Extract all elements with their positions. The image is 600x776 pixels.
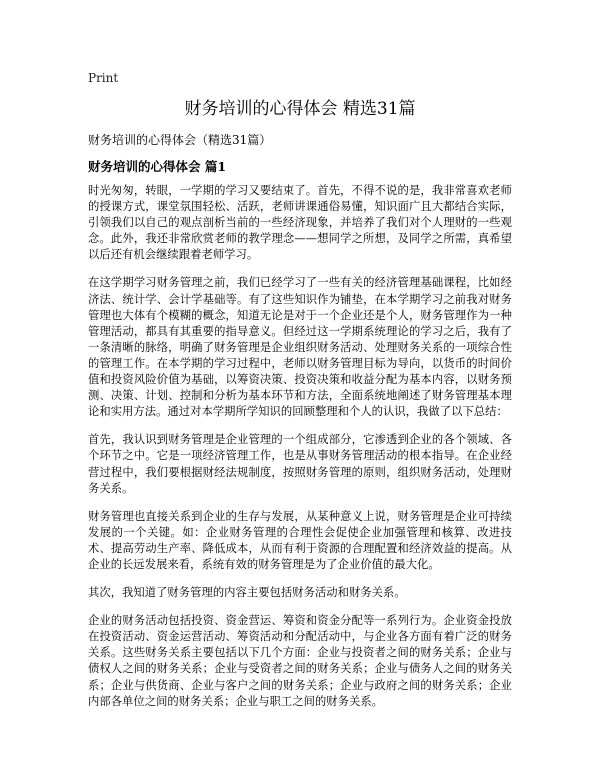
body-text (88, 183, 512, 722)
document-subtitle: 财务培训的心得体会（精选31篇） (88, 133, 272, 147)
paragraph: 企业的财务活动包括投资、资金营运、筹资和资金分配等一系列行为。企业资金投放在投资活动、资金运营活动、筹资活动和分配活动中，与企业各方面有着广泛的财务关系。这些财务关系主要包括以下几个方面：企业与投资者之间的财务关系；企业与债权人之间的财务关系；企业与受资者之间的财务关系；企业与债务人之间的财务关系；企业与供货商、企业与客户之间的财务关系；企业与政府之间的财务关系；企业内部各单位之间的财务关系；企业与职工之间的财务关系。 (88, 614, 512, 708)
document-title: 财务培训的心得体会 精选31篇 (184, 99, 416, 119)
section-heading: 财务培训的心得体会 篇1 (88, 159, 227, 174)
paragraph: 其次，我知道了财务管理的内容主要包括财务活动和财务关系。 (88, 586, 406, 600)
paragraph: 财务管理也直接关系到企业的生存与发展，从某种意义上说，财务管理是企业可持续发展的一个关键。如：企业财务管理的合理性会促使企业加强管理和核算、改进技术、提高劳动生产率、降低成本，从而有利于资源的合理配置和经济效益的提高。从企业的长远发展来看，系统有效的财务管理是为了企业价值的最大化。 (88, 509, 512, 571)
paragraph: 在这学期学习财务管理之前，我们已经学习了一些有关的经济管理基础课程，比如经济法、统计学、会计学基础等。有了这些知识作为铺垫，在本学期学习之前我对财务管理也大体有个模糊的概念，知道无论是对于一个企业还是个人，财务管理作为一种管理活动，都具有其重要的指导意义。但经过这一学期系统理论的学习之后，我有了一条清晰的脉络，明确了财务管理是企业组织财务活动、处理财务关系的一项综合性的管理工作。在本学期的学习过程中，老师以财务管理目标为导向，以货币的时间价值和投资风险价值为基础，以筹资决策、投资决策和收益分配为基本内容，以财务预测、决策、计划、控制和分析为基本环节和方法，全面系统地阐述了财务管理基本理论和实用方法。通过对本学期所学知识的回顾整理和个人的认识，我做了以下总结： (88, 276, 512, 419)
paragraph: 时光匆匆，转眼，一学期的学习又要结束了。首先，不得不说的是，我非常喜欢老师的授课方式，课堂氛围轻松、活跃，老师讲课通俗易懂，知识面广且大都结合实际，引领我们以自己的观点剖析当前的一些经济现象，并培养了我们对个人理财的一些观念。此外，我还非常欣赏老师的教学理念——想同学之所想，及同学之所需，真希望以后还有机会继续跟着老师学习。 (88, 184, 512, 262)
paragraph: 首先，我认识到财务管理是企业管理的一个组成部分，它渗透到企业的各个领域、各个环节之中。它是一项经济管理工作，也是从事财务管理活动的根本指导。在企业经营过程中，我们要根据财经法规制度，按照财务管理的原则，组织财务活动，处理财务关系。 (88, 433, 512, 495)
print-link[interactable]: Print (88, 71, 119, 85)
